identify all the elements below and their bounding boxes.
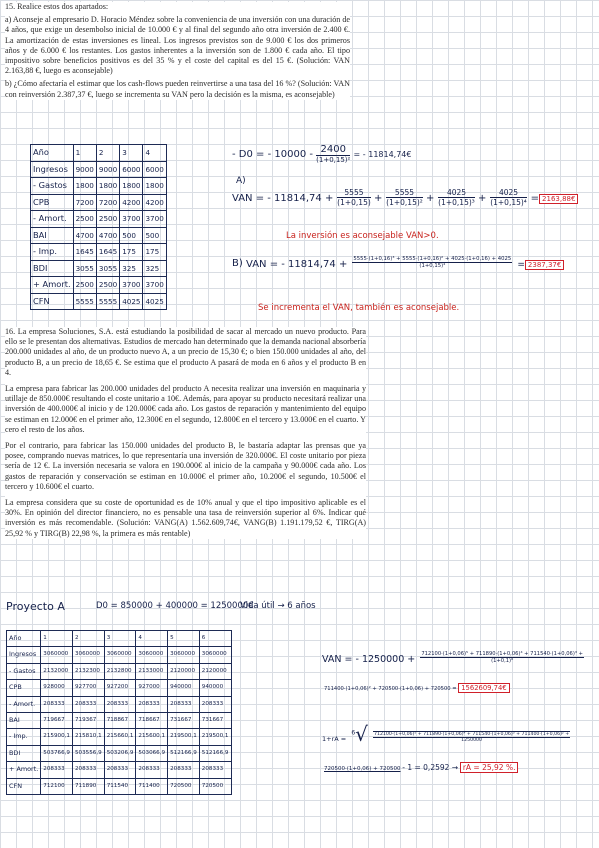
van-b-result: 2387,37€ xyxy=(525,260,564,270)
table-cell: 500 xyxy=(120,227,143,244)
table-header-row xyxy=(31,145,167,162)
table-row xyxy=(31,260,167,277)
table-cell: 928000 xyxy=(41,680,73,696)
table-cell: 711540 xyxy=(104,778,136,794)
table-cell: 711890 xyxy=(72,778,104,794)
cash-flow-table-15 xyxy=(30,144,167,310)
problem-16-statement xyxy=(5,327,366,539)
table-cell: 4200 xyxy=(120,194,143,211)
table-cell: 2132800 xyxy=(104,663,136,679)
row-label-cell: Año xyxy=(31,145,74,162)
table-cell: 4200 xyxy=(143,194,166,211)
table-cell: 718867 xyxy=(104,713,136,729)
table-cell: 215900,1 xyxy=(41,729,73,745)
table-cell: 503766,9 xyxy=(41,745,73,761)
table-cell: 2132300 xyxy=(72,663,104,679)
table-cell: 215600,1 xyxy=(136,729,168,745)
table-cell: 503206,9 xyxy=(104,745,136,761)
problem-16-para-1: 16. La empresa Soluciones, S.A. está estudiando la posibilidad de sacar al mercado un nuevo producto. Para ello se le presentan dos alternativas. Estudios de mercado han determinado que la demanda nacional absorbería 200.000 unidades al año, de un producto nuevo A, a un precio de 15,30 €; o bien 150.000 unidades al año, del producto B, a un precio de 18,65 €. Se estima que el producto A pasará de moda en 6 años y el producto B en 4. xyxy=(5,327,366,377)
table-cell: 3700 xyxy=(143,211,166,228)
table-cell: 927700 xyxy=(72,680,104,696)
table-cell: 927200 xyxy=(104,680,136,696)
table-cell: 9000 xyxy=(73,161,96,178)
table-row xyxy=(31,227,167,244)
table-cell: 208333 xyxy=(104,762,136,778)
cash-flow-table-16 xyxy=(6,630,232,795)
table-row xyxy=(7,647,232,663)
table-cell: 3 xyxy=(120,145,143,162)
table-cell: 3 xyxy=(104,631,136,647)
table-cell: 4025 xyxy=(120,293,143,310)
table-cell: 3060000 xyxy=(136,647,168,663)
table-cell: 1 xyxy=(41,631,73,647)
table-cell: 5 xyxy=(168,631,200,647)
tirg-formula-continued: 720500·(1+0,06) + 720500 - 1 = 0,2592 → rA = 25,92 %. xyxy=(324,763,518,772)
table-cell: 3060000 xyxy=(168,647,200,663)
row-label-cell: - Amort. xyxy=(31,211,74,228)
label-b: B) xyxy=(232,258,243,269)
row-label-cell: CPB xyxy=(7,680,41,696)
row-label-cell: - Gastos xyxy=(7,663,41,679)
table-cell: 940000 xyxy=(168,680,200,696)
table-cell: 3060000 xyxy=(41,647,73,663)
table-cell: 3060000 xyxy=(104,647,136,663)
table-cell: 720500 xyxy=(168,778,200,794)
table-cell: 1800 xyxy=(120,178,143,195)
van-formula-b: VAN = - 11814,74 + $\frac{\text{5555·(1+0,16)³ + 5555·(1+0,16)² + 4025·(1+0,16) + 4025}}{\text{(1+0,15)⁴}}$ = 2387,37€ xyxy=(246,252,564,271)
vang-formula: VAN = - 1250000 + $\frac{\text{712100·(1+0,06)⁵ + 711890·(1+0,06)⁴ + 711540·(1+0,06)³ +}}{\text{(1+0,1)⁶}}$ xyxy=(322,651,583,665)
conclusion-b: Se incrementa el VAN, también es aconsejable. xyxy=(258,303,460,313)
table-cell: 500 xyxy=(143,227,166,244)
table-cell: 4700 xyxy=(96,227,119,244)
table-cell: 503556,9 xyxy=(72,745,104,761)
table-cell: 219500,1 xyxy=(199,729,231,745)
table-cell: 6000 xyxy=(120,161,143,178)
table-cell: 5555 xyxy=(96,293,119,310)
table-cell: 6 xyxy=(199,631,231,647)
row-label-cell: Año xyxy=(7,631,41,647)
table-cell: 2500 xyxy=(96,211,119,228)
table-cell: 3700 xyxy=(143,277,166,294)
problem-15-title: 15. Realice estos dos apartados: xyxy=(5,2,109,11)
table-cell: 1645 xyxy=(73,244,96,261)
table-row xyxy=(31,244,167,261)
useful-life: Vida útil → 6 años xyxy=(240,601,316,611)
table-cell: 4700 xyxy=(73,227,96,244)
table-cell: 4025 xyxy=(143,293,166,310)
table-cell: 3060000 xyxy=(199,647,231,663)
table-cell: 3700 xyxy=(120,211,143,228)
table-header-row xyxy=(7,631,232,647)
table-cell: 1800 xyxy=(96,178,119,195)
row-label-cell: BAI xyxy=(7,713,41,729)
van-formula-a: VAN = - 11814,74 + $\frac{5555}{(1+0,15)}$ + $\frac{5555}{\text{(1+0,15)²}}$ + $\frac{4025}{\text{(1+0,15)³}}$ + $\frac{4025}{\text{(1+0,15)⁴}}$ = 2163,88€ xyxy=(232,188,578,207)
table-cell: 2 xyxy=(72,631,104,647)
vang-result: 1562609,74€ xyxy=(458,683,509,693)
table-cell: 512166,9 xyxy=(199,745,231,761)
row-label-cell: + Amort. xyxy=(31,277,74,294)
table-cell: 720500 xyxy=(199,778,231,794)
table-row xyxy=(31,194,167,211)
table-row xyxy=(31,161,167,178)
conclusion-a: La inversión es aconsejable VAN>0. xyxy=(286,231,439,241)
table-cell: 208333 xyxy=(136,696,168,712)
table-cell: 3055 xyxy=(73,260,96,277)
table-cell: 1800 xyxy=(73,178,96,195)
table-cell: 927000 xyxy=(136,680,168,696)
label-a: A) xyxy=(236,176,246,186)
table-cell: 719667 xyxy=(41,713,73,729)
table-cell: 215810,1 xyxy=(72,729,104,745)
project-a-initial-outlay: D0 = 850000 + 400000 = 1250000€ xyxy=(96,601,254,611)
table-cell: 1645 xyxy=(96,244,119,261)
table-row xyxy=(7,729,232,745)
table-row xyxy=(7,762,232,778)
table-cell: 208333 xyxy=(72,696,104,712)
vang-formula-continued: 711400·(1+0,06)² + 720500·(1+0,06) + 720500 = 1562609,74€ xyxy=(324,684,510,692)
table-cell: 3060000 xyxy=(72,647,104,663)
table-cell: 711400 xyxy=(136,778,168,794)
table-cell: 2132000 xyxy=(41,663,73,679)
problem-16-para-2: La empresa para fabricar las 200.000 unidades del producto A necesita realizar una inversión en maquinaria y utillaje de 850.000€ resultando el coste unitario a 10€. Además, para apoyar su producto necesitará realizar una inversión de 400.000€ al inicio y de 120.000€ cada año. Los gastos de reparación y mantenimiento del equipo se estiman en 12.000€ en el primer año, 12.300€ en el segundo, 12.800€ en el tercero y 13.000€ en el cuarto. Y cero el resto de los años. xyxy=(5,384,366,434)
table-cell: 208333 xyxy=(168,762,200,778)
table-cell: 1800 xyxy=(143,178,166,195)
row-label-cell: BDI xyxy=(7,745,41,761)
van-a-result: 2163,88€ xyxy=(539,194,578,204)
table-row xyxy=(31,277,167,294)
table-cell: 719367 xyxy=(72,713,104,729)
table-cell: 9000 xyxy=(96,161,119,178)
table-cell: 175 xyxy=(120,244,143,261)
table-cell: 208333 xyxy=(41,696,73,712)
table-row xyxy=(7,680,232,696)
table-cell: 3700 xyxy=(120,277,143,294)
table-cell: 7200 xyxy=(73,194,96,211)
table-cell: 325 xyxy=(120,260,143,277)
table-cell: 4 xyxy=(143,145,166,162)
table-cell: 512166,9 xyxy=(168,745,200,761)
row-label-cell: CFN xyxy=(7,778,41,794)
problem-15-part-a: a) Aconseje al empresario D. Horacio Méndez sobre la conveniencia de una inversión con una duración de 4 años, que exige un desembolso inicial de 10.000 € y al final del segundo año otra inversión de 2.400 €. La amortización de estas inversiones es lineal. Los ingresos previstos son de 9.000 € los dos primeros años y de 6.000 € los restantes. Los gastos inherentes a la inversión son de 1.800 € cada año. El tipo impositivo sobre beneficios positivos es del 35 % y el coste del capital es del 15 €. (Solución: VAN 2.163,88 €, luego es aconsejable) xyxy=(5,15,350,76)
initial-outlay-formula: - D0 = - 10000 - 2400 (1+0,15)² = - 11814,74€ xyxy=(232,144,412,164)
problem-16-para-3: Por el contrario, para fabricar las 150.000 unidades del producto B, le bastaría adaptar las prensas que ya posee, comprando nuevas matrices, lo que representaría una inversión de 320.000€. El coste unitario por pieza sería de 12 €. La inversión necesaria se valora en 190.000€ al inicio de la campaña y 90.000€ cada año. Los gastos de reparación y conservación se estiman en 10.000€ el primer año, 10.200€ el segundo, 10.500€ el tercero y 10.600€ el cuarto. xyxy=(5,441,366,491)
table-row xyxy=(7,778,232,794)
project-a-title: Proyecto A xyxy=(6,600,65,613)
row-label-cell: CFN xyxy=(31,293,74,310)
table-cell: 208333 xyxy=(72,762,104,778)
table-cell: 2500 xyxy=(73,277,96,294)
table-cell: 208333 xyxy=(199,762,231,778)
table-cell: 219500,1 xyxy=(168,729,200,745)
table-cell: 2133000 xyxy=(136,663,168,679)
table-cell: 208333 xyxy=(41,762,73,778)
row-label-cell: - Amort. xyxy=(7,696,41,712)
table-row xyxy=(7,713,232,729)
table-row xyxy=(31,178,167,195)
table-cell: 2500 xyxy=(73,211,96,228)
table-cell: 2120000 xyxy=(199,663,231,679)
table-cell: 2500 xyxy=(96,277,119,294)
table-cell: 1 xyxy=(73,145,96,162)
row-label-cell: - Gastos xyxy=(31,178,74,195)
table-cell: 208333 xyxy=(168,696,200,712)
table-cell: 7200 xyxy=(96,194,119,211)
problem-15-statement xyxy=(5,2,350,100)
row-label-cell: BDI xyxy=(31,260,74,277)
table-cell: 325 xyxy=(143,260,166,277)
table-cell: 718667 xyxy=(136,713,168,729)
tirg-formula: 1+rA = $^6$√ 712100·(1+0,06)⁵ + 711890·(1+0,06)⁴ + 711540·(1+0,06)³ + 711400·(1+0,06)² + 1250000 xyxy=(322,722,570,746)
table-cell: 2120000 xyxy=(168,663,200,679)
table-cell: 731667 xyxy=(199,713,231,729)
row-label-cell: Ingresos xyxy=(31,161,74,178)
row-label-cell: - Imp. xyxy=(31,244,74,261)
row-label-cell: Ingresos xyxy=(7,647,41,663)
tirg-result: rA = 25,92 %. xyxy=(460,762,519,773)
table-row xyxy=(31,293,167,310)
table-cell: 215660,1 xyxy=(104,729,136,745)
table-cell: 5555 xyxy=(73,293,96,310)
table-cell: 208333 xyxy=(104,696,136,712)
table-cell: 731667 xyxy=(168,713,200,729)
row-label-cell: + Amort. xyxy=(7,762,41,778)
table-cell: 2 xyxy=(96,145,119,162)
row-label-cell: CPB xyxy=(31,194,74,211)
table-cell: 6000 xyxy=(143,161,166,178)
table-cell: 208333 xyxy=(199,696,231,712)
table-row xyxy=(7,745,232,761)
table-cell: 4 xyxy=(136,631,168,647)
table-cell: 3055 xyxy=(96,260,119,277)
table-cell: 175 xyxy=(143,244,166,261)
table-row xyxy=(31,211,167,228)
problem-16-para-4: La empresa considera que su coste de oportunidad es de 10% anual y que el tipo impositivo aplicable es el 30%. En opinión del director financiero, no es pensable una tasa de reinversión superior al 6%. Indicar qué inversión es más recomendable. (Solución: VANG(A) 1.562.609,74€, VANG(B) 1.191.179,52 €, TIRG(A) 25,92 % y TIRG(B) 22,98 %, la primera es más rentable) xyxy=(5,498,366,538)
row-label-cell: BAI xyxy=(31,227,74,244)
table-cell: 208333 xyxy=(136,762,168,778)
row-label-cell: - Imp. xyxy=(7,729,41,745)
table-cell: 712100 xyxy=(41,778,73,794)
problem-15-part-b: b) ¿Cómo afectaría el estimar que los cash-flows pueden reinvertirse a una tasa del 16 %? (Solución: VAN con reinversión 2.387,37 €, luego se incrementa su VAN pero la decisión es la misma, es aconsejable) xyxy=(5,79,350,99)
table-cell: 940000 xyxy=(199,680,231,696)
table-cell: 503066,9 xyxy=(136,745,168,761)
table-row xyxy=(7,663,232,679)
table-row xyxy=(7,696,232,712)
